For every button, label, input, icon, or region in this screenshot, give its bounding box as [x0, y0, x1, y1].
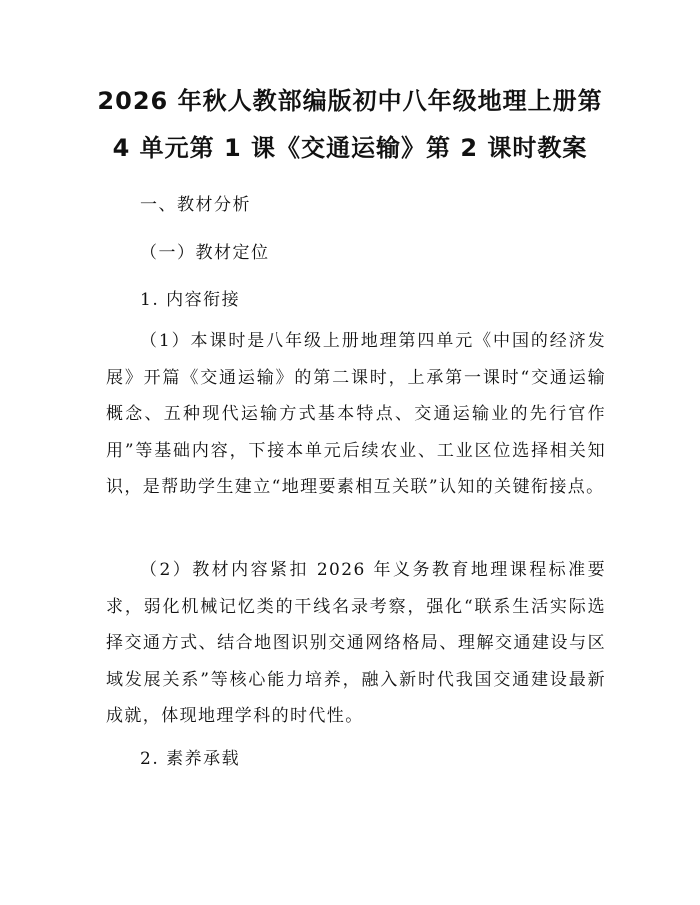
- paragraph-1: （1）本课时是八年级上册地理第四单元《中国的经济发展》开篇《交通运输》的第二课时，上承第一课时“交通运输概念、五种现代运输方式基本特点、交通运输业的先行官作用”等基础内容，下接本单元后续农业、工业区位选择相关知识，是帮助学生建立“地理要素相互关联”认知的关键衔接点。: [106, 331, 606, 497]
- section-heading-textbook-analysis: 一、教材分析: [140, 195, 251, 215]
- document-title-line-1: 2026 年秋人教部编版初中八年级地理上册第: [97, 87, 603, 115]
- item-heading-literacy-support: 2. 素养承载: [140, 749, 241, 769]
- subsection-heading-textbook-positioning: （一）教材定位: [140, 243, 270, 263]
- document-title-line-2: 4 单元第 1 课《交通运输》第 2 课时教案: [112, 134, 588, 162]
- paragraph-2: （2）教材内容紧扣 2026 年义务教育地理课程标准要求，弱化机械记忆类的干线名录考察，强化“联系生活实际选择交通方式、结合地图识别交通网络格局、理解交通建设与区域发展关系”等核心能力培养，融入新时代我国交通建设最新成就，体现地理学科的时代性。: [106, 560, 606, 726]
- item-heading-content-connection: 1. 内容衔接: [140, 290, 241, 310]
